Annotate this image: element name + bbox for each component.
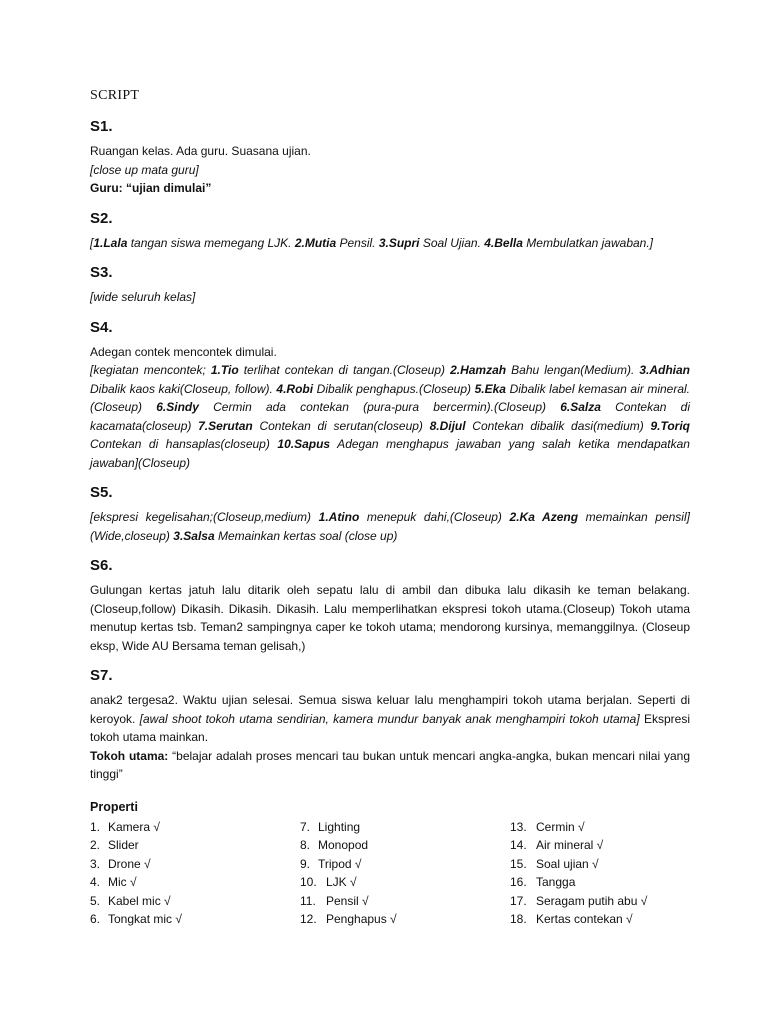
scene-s3	[90, 264, 690, 307]
list-item: 12. Penghapus √	[300, 912, 397, 927]
list-item: 13. Cermin √	[510, 819, 585, 834]
list-item: 7. Lighting	[300, 819, 361, 834]
list-item: 5. Kabel mic √	[90, 893, 171, 908]
document-page	[90, 88, 690, 929]
properti-column	[90, 818, 300, 930]
list-item: 17. Seragam putih abu √	[510, 893, 648, 908]
scene-heading: S5.	[90, 484, 113, 501]
properti-list	[90, 818, 690, 930]
scene-text: Adegan contek mencontek dimulai.	[90, 344, 277, 359]
list-item: 1. Kamera √	[90, 819, 160, 834]
scene-direction: [kegiatan mencontek; 1.Tio terlihat contekan di tangan.(Closeup) 2.Hamzah Bahu lengan(Medium). 3.Adhian Dibalik kaos kaki(Closeup, follow). 4.Robi Dibalik penghapus.(Closeup) 5.Eka Dibalik label kemasan air mineral.(Closeup) 6.Sindy Cermin ada contekan (pura-pura bercermin).(Closeup) 6.Salza Contekan di kacamata(closeup) 7.Serutan Contekan di serutan(closeup) 8.Dijul Contekan dibalik dasi(medium) 9.Toriq Contekan di hansaplas(closeup) 10.Sapus Adegan menghapus jawaban yang salah ketika mendapatkan jawaban](Closeup)	[90, 363, 690, 470]
list-item: 3. Drone √	[90, 856, 151, 871]
scene-direction: [1.Lala tangan siswa memegang LJK. 2.Mutia Pensil. 3.Supri Soal Ujian. 4.Bella Membulatkan jawaban.]	[90, 235, 654, 250]
scene-direction: [close up mata guru]	[90, 162, 199, 177]
scene-s6	[90, 557, 690, 655]
list-item: 4. Mic √	[90, 875, 137, 890]
properti-title: Properti	[90, 799, 138, 814]
list-item: 14. Air mineral √	[510, 838, 604, 853]
list-item: 9. Tripod √	[300, 856, 362, 871]
scene-heading: S4.	[90, 318, 113, 336]
scene-dialogue: Tokoh utama: “belajar adalah proses mencari tau bukan untuk mencari angka-angka, bukan mencari nilai yang tinggi”	[90, 748, 690, 781]
scene-direction: [wide seluruh kelas]	[90, 290, 196, 304]
document-title: SCRIPT	[90, 88, 140, 103]
scene-text: Gulungan kertas jatuh lalu ditarik oleh sepatu lalu di ambil dan dibuka lalu dikasih ke teman belakang.(Closeup,follow) Dikasih. Dikasih. Dikasih. Lalu memperlihatkan ekspresi tokoh utama.(Closeup) Tokoh utama menutup kertas tsb. Teman2 sampingnya caper ke tokoh utama; mendorong kursinya, memanggilnya. (Closeup eksp, Wide AU Bersama teman gelisah,)	[90, 583, 690, 653]
properti-column	[510, 818, 710, 930]
list-item: 10. LJK √	[300, 875, 357, 890]
list-item: 16. Tangga	[510, 875, 576, 890]
scene-text: anak2 tergesa2. Waktu ujian selesai. Semua siswa keluar lalu menghampiri tokoh utama berjalan. Seperti di keroyok. [awal shoot tokoh utama sendirian, kamera mundur banyak anak menghampiri tokoh utama] Ekspresi tokoh utama mainkan.	[90, 693, 691, 744]
properti-column	[300, 818, 510, 930]
list-item: 18. Kertas contekan √	[510, 912, 633, 927]
scene-heading: S3.	[90, 264, 113, 281]
scene-heading: S6.	[90, 557, 113, 574]
list-item: 2. Slider	[90, 838, 139, 853]
list-item: 6. Tongkat mic √	[90, 912, 182, 927]
scene-s7	[90, 667, 690, 784]
scene-s4	[90, 319, 690, 473]
scene-direction: [ekspresi kegelisahan;(Closeup,medium) 1.Atino menepuk dahi,(Closeup) 2.Ka Azeng memainkan pensil](Wide,closeup) 3.Salsa Memainkan kertas soal (close up)	[90, 510, 690, 543]
scene-s2	[90, 210, 690, 253]
scene-s5	[90, 484, 690, 545]
scene-heading: S2.	[90, 209, 113, 227]
scene-s1	[90, 118, 690, 198]
list-item: 8. Monopod	[300, 838, 369, 853]
list-item: 15. Soal ujian √	[510, 856, 599, 871]
scene-text: Ruangan kelas. Ada guru. Suasana ujian.	[90, 144, 311, 158]
list-item: 11. Pensil √	[300, 893, 369, 908]
scene-heading: S7.	[90, 667, 113, 684]
scene-dialogue: Guru: “ujian dimulai”	[90, 181, 212, 195]
scene-heading: S1.	[90, 118, 113, 135]
